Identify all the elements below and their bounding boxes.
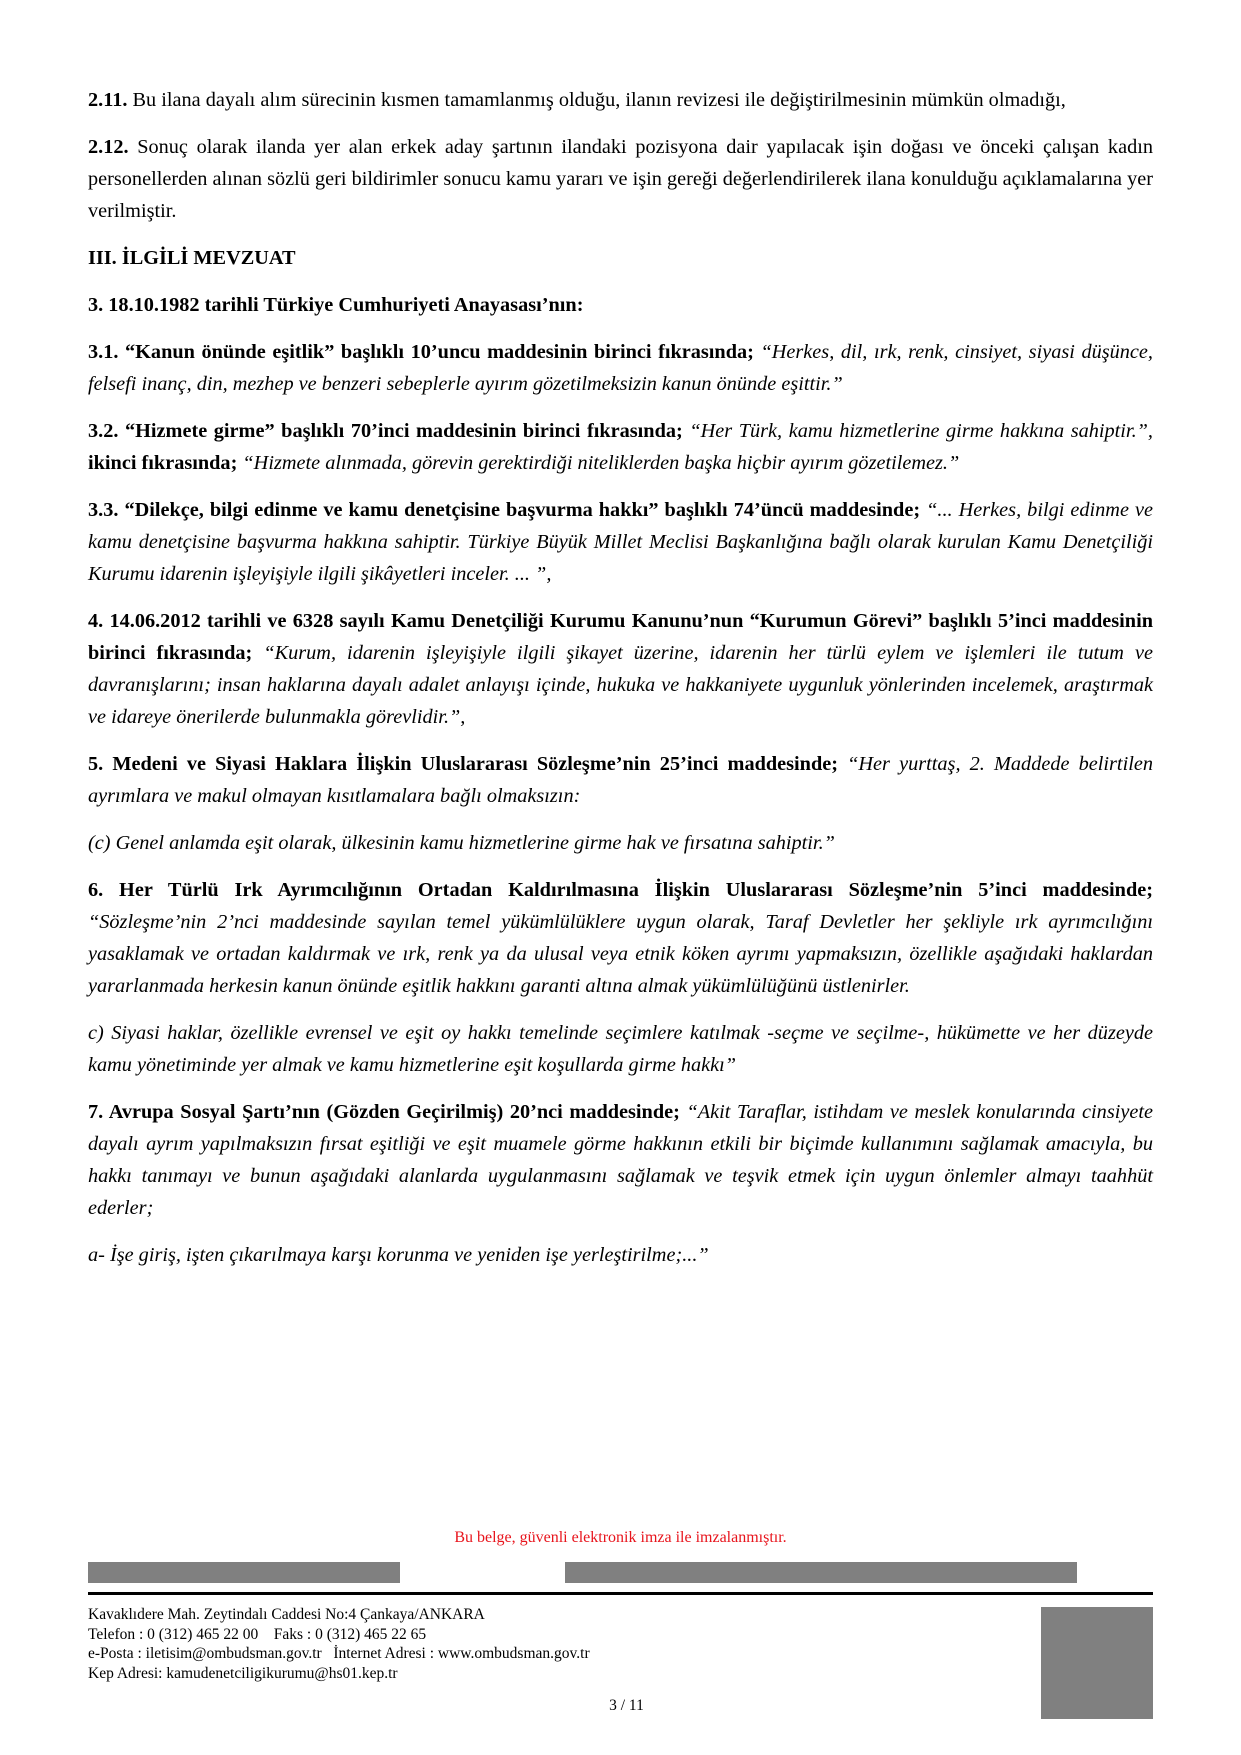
legal-reference: 3.3. “Dilekçe, bilgi edinme ve kamu denetçisine başvurma hakkı” başlıklı 74’üncü maddesinde; bbox=[88, 499, 921, 521]
paragraph-6 bbox=[88, 874, 1153, 1002]
footer-address: Kavaklıdere Mah. Zeytindalı Caddesi No:4 Çankaya/ANKARA bbox=[88, 1606, 485, 1623]
legal-quote: “Her yurttaş, 2. Maddede belirtilen ayrımlara ve makul olmayan kısıtlamalara bağlı olmaksızın: bbox=[88, 753, 1153, 807]
document-body bbox=[88, 84, 1153, 1286]
footer-kep-address: Kep Adresi: kamudenetciligikurumu@hs01.kep.tr bbox=[88, 1664, 398, 1682]
legal-quote: “Herkes, dil, ırk, renk, cinsiyet, siyasi düşünce, felsefi inanç, din, mezhep ve benzeri sebeplerle ayırım gözetilmeksizin kanun önünde eşittir.” bbox=[88, 341, 1154, 395]
page-number: 3 / 11 bbox=[609, 1697, 644, 1714]
paragraph-text: Bu ilana dayalı alım sürecinin kısmen tamamlanmış olduğu, ilanın revizesi ile değiştirilmesinin mümkün olmadığı, bbox=[127, 89, 1066, 111]
legal-reference: 3.2. “Hizmete girme” başlıklı 70’inci maddesinin birinci fıkrasında; bbox=[88, 420, 683, 442]
paragraph-number: 2.11. bbox=[88, 89, 128, 111]
paragraph-6-c bbox=[88, 1017, 1153, 1081]
paragraph-5 bbox=[88, 748, 1153, 812]
legal-quote: (c) Genel anlamda eşit olarak, ülkesinin kamu hizmetlerine girme hak ve fırsatına sahiptir.” bbox=[88, 832, 835, 854]
paragraph-3-1 bbox=[88, 336, 1153, 400]
legal-quote: “Her Türk, kamu hizmetlerine girme hakkına sahiptir.”, bbox=[682, 420, 1153, 442]
legal-quote: c) Siyasi haklar, özellikle evrensel ve eşit oy hakkı temelinde seçimlere katılmak -seçme ve seçilme-, hükümette ve her düzeyde kamu yönetiminde yer almak ve kamu hizmetlerine eşit koşullarda girme hakkı” bbox=[88, 1022, 1153, 1076]
paragraph-3: 3. 18.10.1982 tarihli Türkiye Cumhuriyeti Anayasası’nın: bbox=[88, 294, 584, 316]
legal-quote: a- İşe giriş, işten çıkarılmaya karşı korunma ve yeniden işe yerleştirilme;...” bbox=[88, 1244, 709, 1266]
legal-quote: “Akit Taraflar, istihdam ve meslek konularında cinsiyete dayalı ayrım yapılmaksızın fırsat eşitliği ve eşit muamele görme hakkının etkili bir biçimde kullanımını sağlamak amacıyla, bu hakkı tanımayı ve bunun aşağıdaki alanlarda uygulanmasını sağlamak ve teşvik etmek için uygun önlemler almayı taahhüt ederler; bbox=[88, 1101, 1153, 1219]
legal-reference: 5. Medeni ve Siyasi Haklara İlişkin Uluslararası Sözleşme’nin 25’inci maddesinde; bbox=[88, 753, 838, 775]
paragraph-number: 2.12. bbox=[88, 136, 129, 158]
legal-reference: 3.1. “Kanun önünde eşitlik” başlıklı 10’uncu maddesinin birinci fıkrasında; bbox=[88, 341, 754, 363]
paragraph-7-a bbox=[88, 1239, 1153, 1271]
legal-quote: “Sözleşme’nin 2’nci maddesinde sayılan temel yükümlülüklere uygun olarak, Taraf Devletler her şekliyle ırk ayrımcılığını yasaklamak ve ortadan kaldırmak ve ırk, renk ya da ulusal veya etnik köken ayrımı yapmaksızın, özellikle aşağıdaki haklardan yararlanmada herkesin kanun önünde eşitlik hakkını garanti altına almak yükümlülüğünü üstlenirler. bbox=[88, 911, 1153, 997]
redacted-signature-bar-right bbox=[565, 1562, 1077, 1583]
footer-divider bbox=[88, 1592, 1153, 1595]
redacted-signature-bar-left bbox=[88, 1562, 400, 1583]
legal-reference: 7. Avrupa Sosyal Şartı’nın (Gözden Geçirilmiş) 20’nci maddesinde; bbox=[88, 1101, 680, 1123]
legal-quote: “Kurum, idarenin işleyişiyle ilgili şikayet üzerine, idarenin her türlü eylem ve işlemleri ile tutum ve davranışlarını; insan haklarına dayalı adalet anlayışı içinde, hukuka ve hakkaniyete uygunluk yönlerinden incelemek, araştırmak ve idareye önerilerde bulunmakla görevlidir.”, bbox=[88, 642, 1153, 728]
legal-reference: 6. Her Türlü Irk Ayrımcılığının Ortadan Kaldırılmasına İlişkin Uluslararası Sözleşme’nin 5’inci maddesinde; bbox=[88, 879, 1153, 901]
paragraph-7 bbox=[88, 1096, 1153, 1224]
legal-quote: “... Herkes, bilgi edinme ve kamu denetçisine başvurma hakkına sahiptir. Türkiye Büyük Millet Meclisi Başkanlığına bağlı olarak kurulan Kamu Denetçiliği Kurumu idarenin işleyişiyle ilgili şikâyetleri inceler. ... ”, bbox=[88, 499, 1153, 585]
esignature-notice: Bu belge, güvenli elektronik imza ile imzalanmıştır. bbox=[454, 1529, 787, 1546]
footer-email-web: e-Posta : iletisim@ombudsman.gov.tr İnternet Adresi : www.ombudsman.gov.tr bbox=[88, 1645, 590, 1662]
paragraph-2-12 bbox=[88, 131, 1153, 227]
paragraph-4 bbox=[88, 605, 1153, 733]
paragraph-2-11 bbox=[88, 84, 1153, 116]
paragraph-5-c bbox=[88, 827, 1153, 859]
footer-contact bbox=[88, 1605, 590, 1683]
legal-quote: “Hizmete alınmada, görevin gerektirdiği niteliklerden başka hiçbir ayırım gözetilemez.” bbox=[237, 452, 960, 474]
redacted-qr-code bbox=[1041, 1607, 1153, 1719]
footer-phone-fax: Telefon : 0 (312) 465 22 00 Faks : 0 (312) 465 22 65 bbox=[88, 1625, 427, 1643]
section-heading: III. İLGİLİ MEVZUAT bbox=[88, 247, 296, 269]
paragraph-3-2 bbox=[88, 415, 1153, 479]
legal-reference: 4. 14.06.2012 tarihli ve 6328 sayılı Kamu Denetçiliği Kurumu Kanunu’nun “Kurumun Görevi” başlıklı 5’inci maddesinin birinci fıkrasında; bbox=[88, 610, 1153, 664]
paragraph-text: Sonuç olarak ilanda yer alan erkek aday şartının ilandaki pozisyona dair yapılacak işin doğası ve önceki çalışan kadın personellerden alınan sözlü geri bildirimler sonucu kamu yararı ve işin gereği değerlendirilerek ilana konulduğu açıklamalarına yer verilmiştir. bbox=[88, 136, 1153, 222]
paragraph-3-3 bbox=[88, 494, 1153, 590]
legal-reference: ikinci fıkrasında; bbox=[88, 452, 238, 474]
